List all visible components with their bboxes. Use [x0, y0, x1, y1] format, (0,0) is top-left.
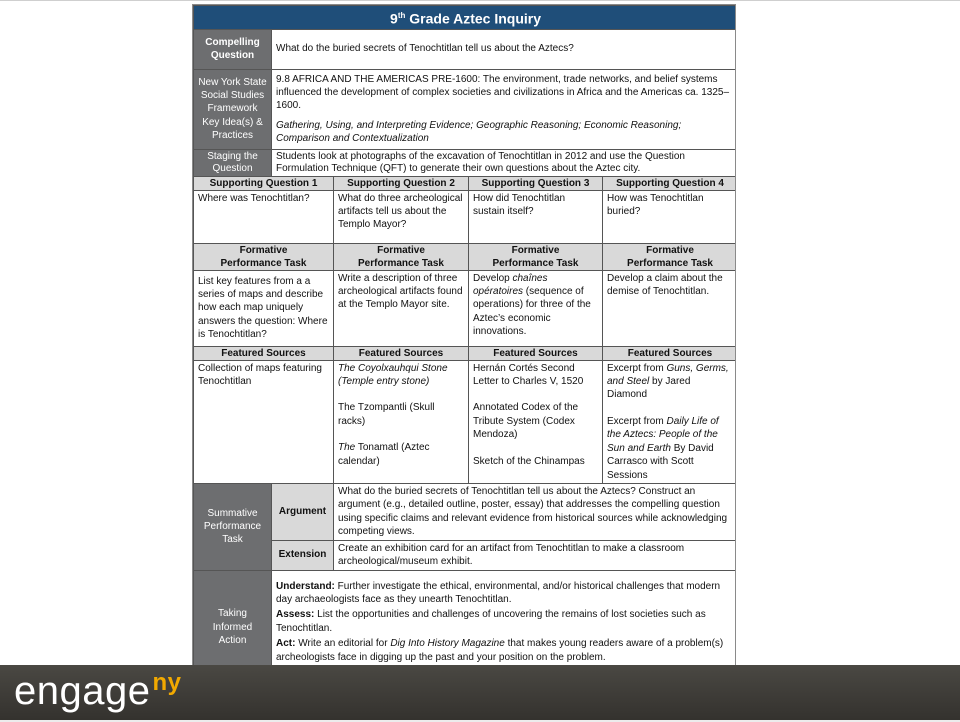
framework-practices: Gathering, Using, and Interpreting Evidence; Geographic Reasoning; Economic Reasoning; Comparison and Contextualization	[276, 119, 682, 145]
supporting-question-3-header: Supporting Question 3	[469, 176, 603, 190]
act-item: Act: Write an editorial for Dig Into History Magazine that makes young readers aware of a problem(s) archeologists face in digging up the past and your position on the problem.	[276, 638, 724, 663]
inquiry-document	[192, 4, 736, 675]
document-title: 9th Grade Aztec Inquiry	[194, 6, 737, 30]
informed-action-cell	[272, 570, 737, 675]
framework-cell	[272, 69, 737, 149]
argument-text: What do the buried secrets of Tenochtitlan tell us about the Aztecs? Construct an argument (e.g., detailed outline, poster, essay) that addresses the compelling question using specific claims and relevant evidence from historical sources while acknowledging competing views.	[334, 483, 737, 540]
featured-sources-3: Hernán Cortés Second Letter to Charles V, 1520 Annotated Codex of the Tribute System (Codex Mendoza) Sketch of the Chinampas	[469, 360, 603, 483]
featured-sources-4: Excerpt from Guns, Germs, and Steel by Jared Diamond Excerpt from Daily Life of the Aztecs: People of the Sun and Earth By David Carrasco with Scott Sessions	[603, 360, 737, 483]
formative-task-2: Write a description of three archeological artifacts found at the Templo Mayor site.	[334, 270, 469, 346]
formative-header-4: Formative Performance Task	[603, 243, 737, 270]
supporting-question-1: Where was Tenochtitlan?	[194, 190, 334, 243]
framework-key-idea: 9.8 AFRICA AND THE AMERICAS PRE-1600: The environment, trade networks, and belief systems influenced the development of complex societies and civilizations in Africa and the Americas ca. 1325–1600.	[276, 73, 730, 112]
supporting-question-1-header: Supporting Question 1	[194, 176, 334, 190]
compelling-question-label: Compelling Question	[194, 29, 272, 69]
formative-task-3: Develop chaînes opératoires (sequence of operations) for three of the Aztec’s economic innovations.	[469, 270, 603, 346]
inquiry-table	[193, 5, 736, 675]
assess-item: Assess: List the opportunities and challenges of uncovering the remains of lost societies such as Tenochtitlan.	[276, 609, 706, 634]
supporting-question-4: How was Tenochtitlan buried?	[603, 190, 737, 243]
supporting-question-4-header: Supporting Question 4	[603, 176, 737, 190]
extension-text: Create an exhibition card for an artifact from Tenochtitlan to make a classroom archeological/museum exhibit.	[334, 540, 737, 570]
supporting-question-3: How did Tenochtitlan sustain itself?	[469, 190, 603, 243]
argument-label: Argument	[272, 483, 334, 540]
staging-text: Students look at photographs of the excavation of Tenochtitlan in 2012 and use the Question Formulation Technique (QFT) to generate their own questions about the Aztec city.	[272, 149, 737, 176]
featured-sources-2: The Coyolxauhqui Stone (Temple entry stone) The Tzompantli (Skull racks) The Tonamatl (Aztec calendar)	[334, 360, 469, 483]
summative-label: Summative Performance Task	[194, 483, 272, 570]
compelling-question-text: What do the buried secrets of Tenochtitlan tell us about the Aztecs?	[272, 29, 737, 69]
framework-label: New York State Social Studies Framework Key Idea(s) & Practices	[194, 69, 272, 149]
staging-label: Staging the Question	[194, 149, 272, 176]
engageny-logo: engage$^{ny}$	[14, 669, 182, 713]
featured-sources-1: Collection of maps featuring Tenochtitlan	[194, 360, 334, 483]
understand-item: Understand: Further investigate the ethical, environmental, and/or historical challenges that modern day archaeologists face as they unearth Tenochtitlan.	[276, 580, 721, 605]
featured-sources-header-2: Featured Sources	[334, 346, 469, 360]
formative-task-1: List key features from a a series of maps and describe how each map uniquely answers the question: Where is Tenochtitlan?	[194, 270, 334, 346]
informed-action-label: Taking Informed Action	[194, 570, 272, 675]
supporting-question-2: What do three archeological artifacts tell us about the Templo Mayor?	[334, 190, 469, 243]
supporting-question-2-header: Supporting Question 2	[334, 176, 469, 190]
formative-header-2: Formative Performance Task	[334, 243, 469, 270]
formative-task-4: Develop a claim about the demise of Tenochtitlan.	[603, 270, 737, 346]
featured-sources-header-1: Featured Sources	[194, 346, 334, 360]
featured-sources-header-4: Featured Sources	[603, 346, 737, 360]
featured-sources-header-3: Featured Sources	[469, 346, 603, 360]
formative-header-3: Formative Performance Task	[469, 243, 603, 270]
extension-label: Extension	[272, 540, 334, 570]
formative-header-1: Formative Performance Task	[194, 243, 334, 270]
